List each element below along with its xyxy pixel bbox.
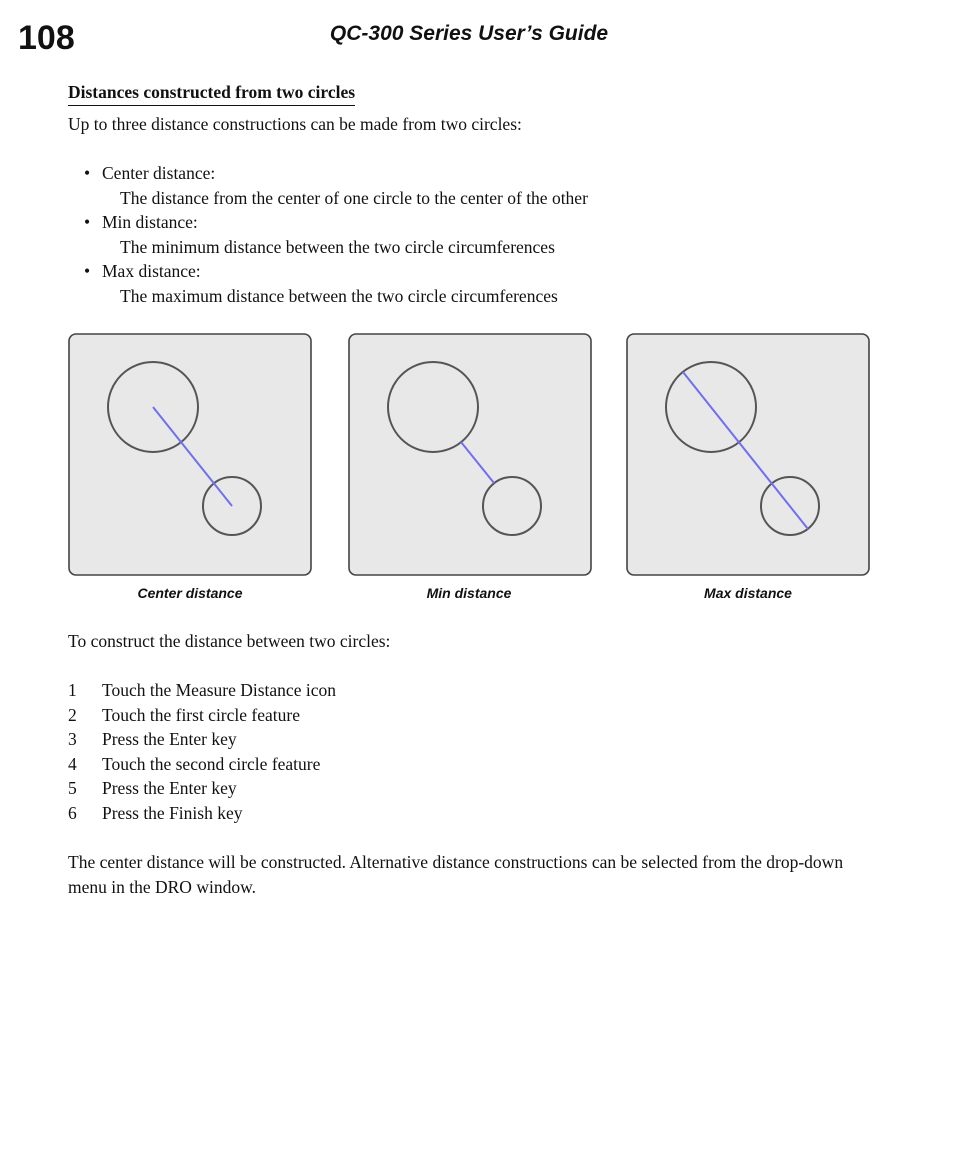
step-text: Press the Finish key bbox=[102, 802, 243, 823]
step-text: Touch the Measure Distance icon bbox=[102, 680, 336, 700]
min-distance-diagram bbox=[348, 333, 592, 577]
distance-figures bbox=[68, 333, 888, 603]
bullet-icon: • bbox=[84, 163, 91, 183]
center-distance-figure bbox=[68, 333, 312, 577]
bullet-term: Center distance: bbox=[102, 163, 216, 183]
step-number: 1 bbox=[68, 680, 77, 700]
procedure-steps bbox=[68, 678, 336, 826]
max-distance-figure bbox=[626, 333, 870, 577]
step-text: Press the Enter key bbox=[102, 778, 237, 799]
bullet-description: The maximum distance between the two circle circumferences bbox=[120, 285, 558, 306]
list-item bbox=[68, 776, 336, 801]
bullet-icon: • bbox=[84, 261, 91, 282]
bullet-term: Max distance: bbox=[102, 261, 201, 282]
list-item bbox=[68, 703, 336, 728]
list-item bbox=[68, 678, 336, 703]
min-distance-figure bbox=[348, 333, 592, 577]
bullet-term: Min distance: bbox=[102, 212, 198, 233]
list-item bbox=[68, 801, 336, 826]
step-number: 6 bbox=[68, 802, 77, 823]
page-number: 108 bbox=[18, 19, 75, 57]
step-number: 2 bbox=[68, 704, 77, 725]
step-number: 4 bbox=[68, 753, 77, 774]
step-number: 3 bbox=[68, 729, 77, 750]
procedure-intro: To construct the distance between two circles: bbox=[68, 631, 391, 651]
step-text: Press the Enter key bbox=[102, 729, 237, 750]
step-text: Touch the second circle feature bbox=[102, 753, 321, 774]
bullet-description: The minimum distance between the two circle circumferences bbox=[120, 236, 555, 257]
center-distance-caption: Center distance bbox=[137, 585, 243, 601]
list-item bbox=[68, 727, 336, 752]
list-item bbox=[84, 161, 588, 210]
max-distance-caption: Max distance bbox=[704, 585, 792, 601]
center-distance-diagram bbox=[68, 333, 312, 577]
max-distance-diagram bbox=[626, 333, 870, 577]
closing-paragraph: The center distance will be constructed. Alternative distance constructions can be selected from the drop-down menu in the DRO window. bbox=[68, 852, 844, 897]
running-head-title: QC-300 Series User’s Guide bbox=[329, 22, 609, 45]
list-item bbox=[68, 752, 336, 777]
intro-paragraph: Up to three distance constructions can be made from two circles: bbox=[68, 114, 522, 134]
step-text: Touch the first circle feature bbox=[102, 704, 300, 725]
list-item bbox=[84, 210, 588, 259]
bullet-description: The distance from the center of one circle to the center of the other bbox=[120, 187, 588, 208]
distance-types-list bbox=[84, 161, 588, 309]
bullet-icon: • bbox=[84, 212, 91, 233]
section-heading: Distances constructed from two circles bbox=[68, 80, 355, 106]
min-distance-caption: Min distance bbox=[426, 585, 512, 601]
list-item bbox=[84, 259, 588, 308]
step-number: 5 bbox=[68, 778, 77, 799]
